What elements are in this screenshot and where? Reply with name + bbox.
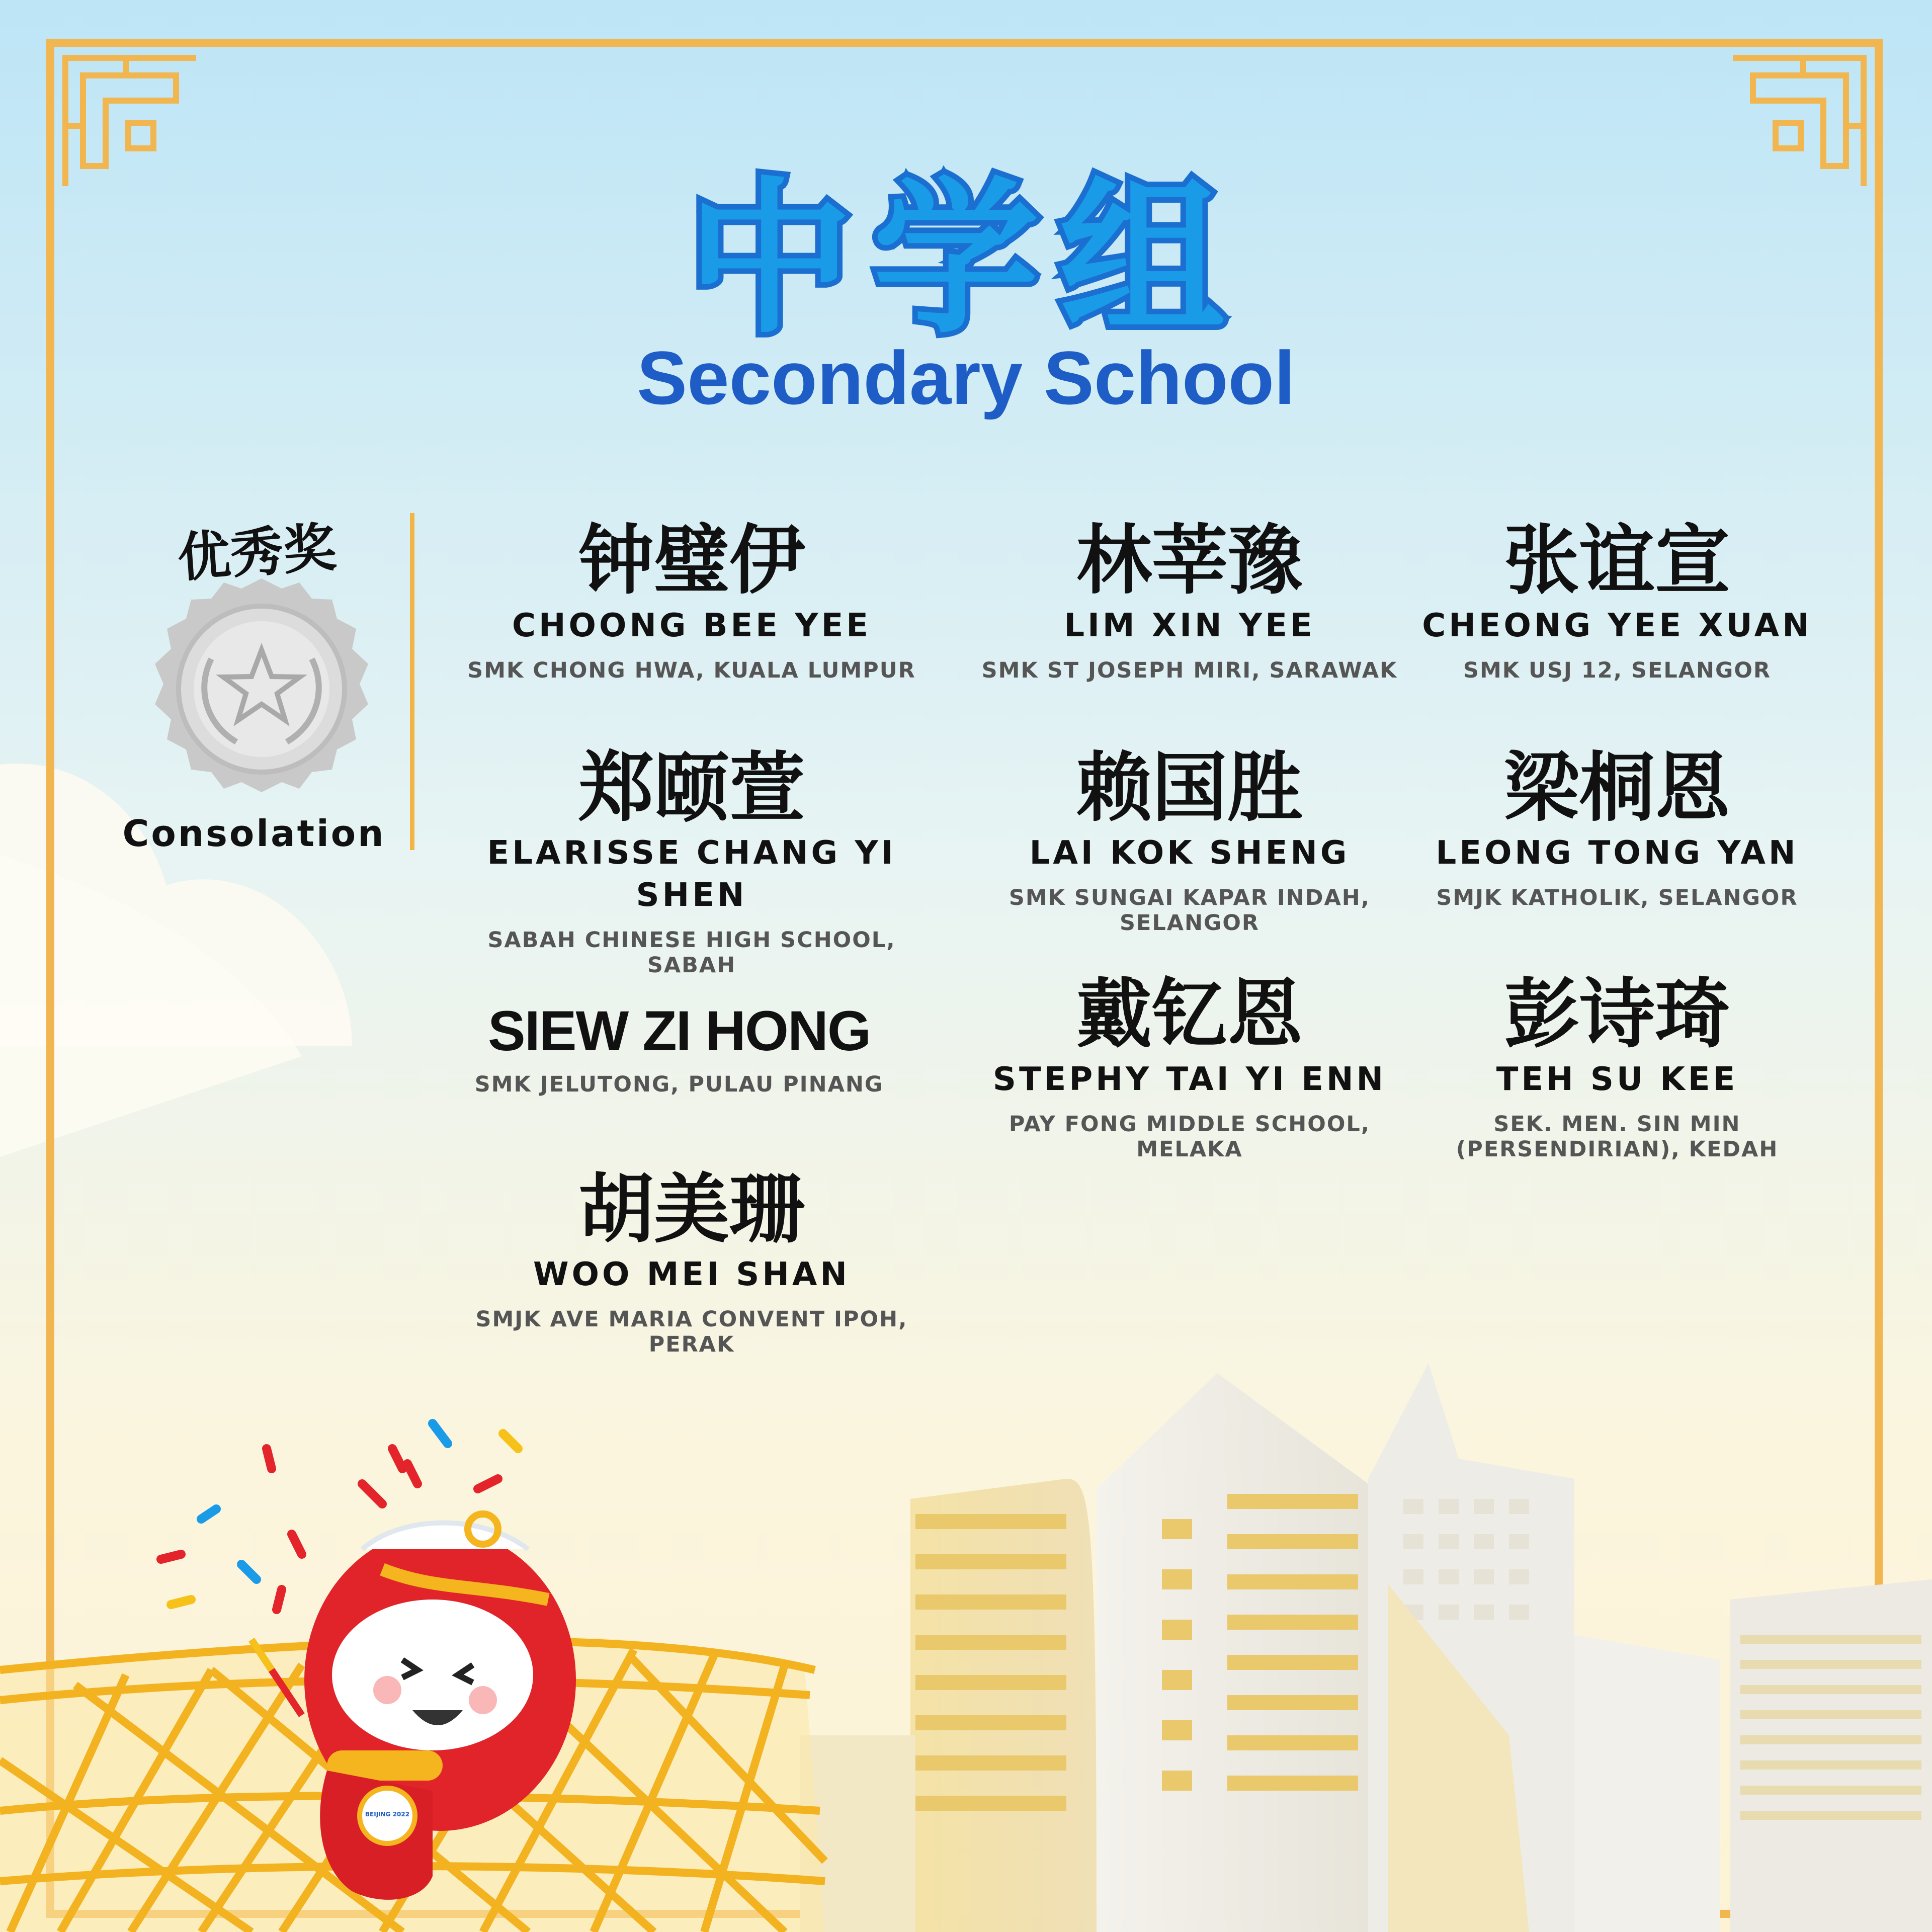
winner-entry xyxy=(465,1167,918,1357)
winner-name: SIEW ZI HONG xyxy=(488,999,870,1062)
winner-name: LEONG TONG YAN xyxy=(1436,834,1799,872)
winner-name: CHOONG BEE YEE xyxy=(512,607,871,644)
winner-name: STEPHY TAI YI ENN xyxy=(992,1061,1387,1098)
winner-entry xyxy=(963,518,1416,683)
winner-name: CHEONG YEE XUAN xyxy=(1422,607,1812,644)
winner-name-chinese: 林莘豫 xyxy=(1076,517,1303,605)
winner-entry xyxy=(1391,972,1843,1162)
winner-name: TEH SU KEE xyxy=(1496,1061,1738,1098)
winner-entry xyxy=(1391,745,1843,910)
winner-name-chinese: 钟璧伊 xyxy=(578,517,805,605)
winner-school: SMK ST JOSEPH MIRI, SARAWAK xyxy=(981,658,1398,683)
winner-entry xyxy=(465,518,918,683)
winner-name-chinese: 彭诗琦 xyxy=(1503,971,1730,1058)
winner-name: LIM XIN YEE xyxy=(1064,607,1315,644)
winner-name-chinese: 张谊宣 xyxy=(1503,517,1730,605)
award-label-chinese: 优秀奖 xyxy=(176,517,338,589)
winner-name-chinese: 戴钇恩 xyxy=(1076,971,1303,1058)
winner-name: WOO MEI SHAN xyxy=(533,1256,850,1293)
divider xyxy=(410,513,414,850)
winner-entry xyxy=(963,972,1416,1162)
winner-name: ELARISSE CHANG YI SHEN xyxy=(487,834,896,914)
winner-school: SABAH CHINESE HIGH SCHOOL, SABAH xyxy=(487,928,896,978)
winner-name-chinese: 梁桐恩 xyxy=(1503,744,1730,832)
page-title-chinese: 中学组 xyxy=(687,162,1245,356)
winner-entry xyxy=(465,745,918,978)
winner-school: SMK JELUTONG, PULAU PINANG xyxy=(474,1072,884,1097)
winner-entry xyxy=(453,993,905,1097)
mascot-badge-text: BEIJING 2022 xyxy=(365,1811,410,1818)
winner-school: SMK SUNGAI KAPAR INDAH, SELANGOR xyxy=(1009,885,1371,936)
winner-name-chinese: 郑颐萱 xyxy=(578,744,805,832)
winner-school: SMJK KATHOLIK, SELANGOR xyxy=(1436,885,1798,910)
winner-name-chinese: 胡美珊 xyxy=(578,1166,805,1253)
winner-entry xyxy=(963,745,1416,936)
winner-name-chinese: 赖国胜 xyxy=(1076,744,1303,832)
page-title: Secondary School xyxy=(637,335,1295,420)
winner-school: SMK USJ 12, SELANGOR xyxy=(1463,658,1772,683)
winner-school: SEK. MEN. SIN MIN (PERSENDIRIAN), KEDAH xyxy=(1456,1112,1779,1162)
winner-name: LAI KOK SHENG xyxy=(1029,834,1350,872)
winner-entry xyxy=(1391,518,1843,683)
award-label: Consolation xyxy=(122,812,386,855)
winner-school: PAY FONG MIDDLE SCHOOL, MELAKA xyxy=(1009,1112,1371,1162)
winner-school: SMJK AVE MARIA CONVENT IPOH, PERAK xyxy=(475,1307,908,1357)
winner-school: SMK CHONG HWA, KUALA LUMPUR xyxy=(467,658,916,683)
